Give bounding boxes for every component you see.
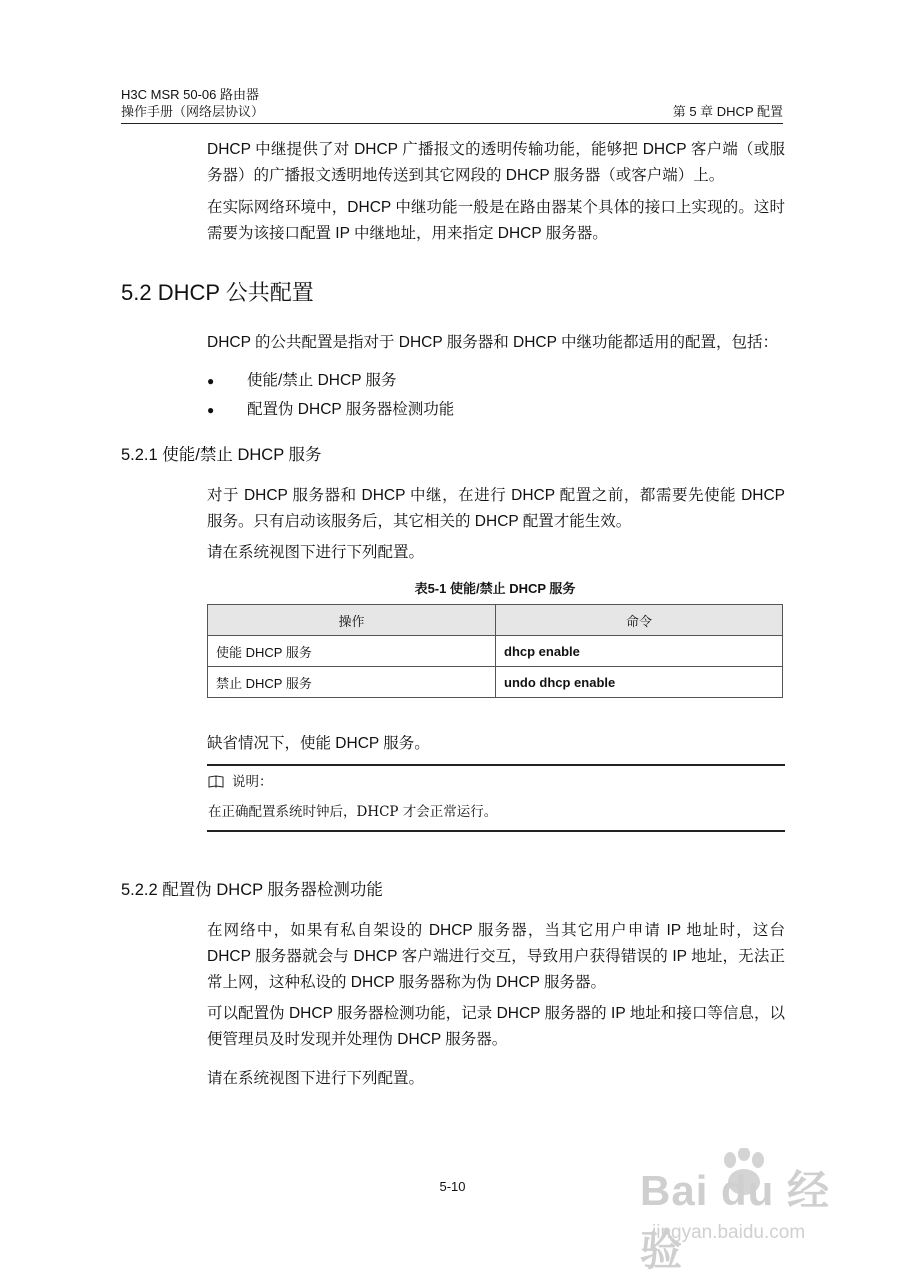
section-5-2-1-paragraph-1: 对于 DHCP 服务器和 DHCP 中继，在进行 DHCP 配置之前，都需要先使能 DHCP 服务。只有启动该服务后，其它相关的 DHCP 配置才能生效。 bbox=[207, 487, 785, 530]
section-heading-5-2-1: 5.2.1 使能/禁止 DHCP 服务 bbox=[121, 446, 322, 464]
table-header-operation: 操作 bbox=[208, 605, 496, 636]
intro-paragraph-2: 在实际网络环境中，DHCP 中继功能一般是在路由器某个具体的接口上实现的。这时需要为该接口配置 IP 中继地址，用来指定 DHCP 服务器。 bbox=[207, 199, 785, 242]
table-caption: 表5-1 使能/禁止 DHCP 服务 bbox=[414, 581, 576, 596]
list-item-text: 使能/禁止 DHCP 服务 bbox=[247, 372, 397, 389]
table-header-row bbox=[208, 605, 783, 636]
table-row bbox=[208, 636, 783, 667]
command-table bbox=[207, 604, 783, 698]
header-chapter: 第 5 章 DHCP 配置 bbox=[672, 104, 783, 119]
section-5-2-2-paragraph-2: 可以配置伪 DHCP 服务器检测功能，记录 DHCP 服务器的 IP 地址和接口等信息，以便管理员及时发现并处理伪 DHCP 服务器。 bbox=[207, 1005, 785, 1048]
note-text: 在正确配置系统时钟后，DHCP 才会正常运行。 bbox=[208, 804, 498, 820]
bullet-dot-icon: ● bbox=[207, 403, 215, 417]
watermark bbox=[640, 1148, 870, 1274]
table-header-command: 命令 bbox=[496, 605, 783, 636]
section-5-2-2-paragraph-3: 请在系统视图下进行下列配置。 bbox=[207, 1070, 425, 1087]
section-heading-5-2: 5.2 DHCP 公共配置 bbox=[121, 280, 314, 305]
watermark-url: jingyan.baidu.com bbox=[652, 1222, 806, 1243]
section-heading-5-2-2: 5.2.2 配置伪 DHCP 服务器检测功能 bbox=[121, 881, 383, 899]
intro-paragraph-1: DHCP 中继提供了对 DHCP 广播报文的透明传输功能，能够把 DHCP 客户端（或服务器）的广播报文透明地传送到其它网段的 DHCP 服务器（或客户端）上。 bbox=[207, 141, 785, 184]
header-manual: 操作手册（网络层协议） bbox=[121, 104, 265, 119]
note-top-rule bbox=[207, 764, 785, 766]
note-bottom-rule bbox=[207, 830, 785, 832]
watermark-logo: Bai du 经验 bbox=[640, 1167, 831, 1274]
list-item-text: 配置伪 DHCP 服务器检测功能 bbox=[247, 401, 455, 418]
page-number: 5-10 bbox=[439, 1179, 466, 1194]
table-row bbox=[208, 667, 783, 698]
table-cell-command: undo dhcp enable bbox=[496, 667, 783, 698]
section-5-2-paragraph: DHCP 的公共配置是指对于 DHCP 服务器和 DHCP 中继功能都适用的配置，包括： bbox=[207, 334, 778, 351]
note-header bbox=[208, 773, 273, 793]
section-5-2-1-paragraph-3: 缺省情况下，使能 DHCP 服务。 bbox=[207, 735, 430, 752]
table-cell-command: dhcp enable bbox=[496, 636, 783, 667]
table-cell-operation: 禁止 DHCP 服务 bbox=[208, 667, 496, 698]
table-cell-operation: 使能 DHCP 服务 bbox=[208, 636, 496, 667]
bullet-dot-icon: ● bbox=[207, 374, 215, 388]
section-5-2-2-paragraph-1: 在网络中，如果有私自架设的 DHCP 服务器，当其它用户申请 IP 地址时，这台 DHCP 服务器就会与 DHCP 客户端进行交互，导致用户获得错误的 IP 地址，无法正常上网，这种私设的 DHCP 服务器称为伪 DHCP 服务器。 bbox=[207, 922, 785, 991]
header-divider bbox=[121, 123, 783, 124]
book-icon bbox=[208, 775, 224, 793]
header-product: H3C MSR 50-06 路由器 bbox=[121, 87, 259, 102]
section-5-2-1-paragraph-2: 请在系统视图下进行下列配置。 bbox=[207, 544, 425, 561]
note-label: 说明： bbox=[232, 774, 273, 789]
